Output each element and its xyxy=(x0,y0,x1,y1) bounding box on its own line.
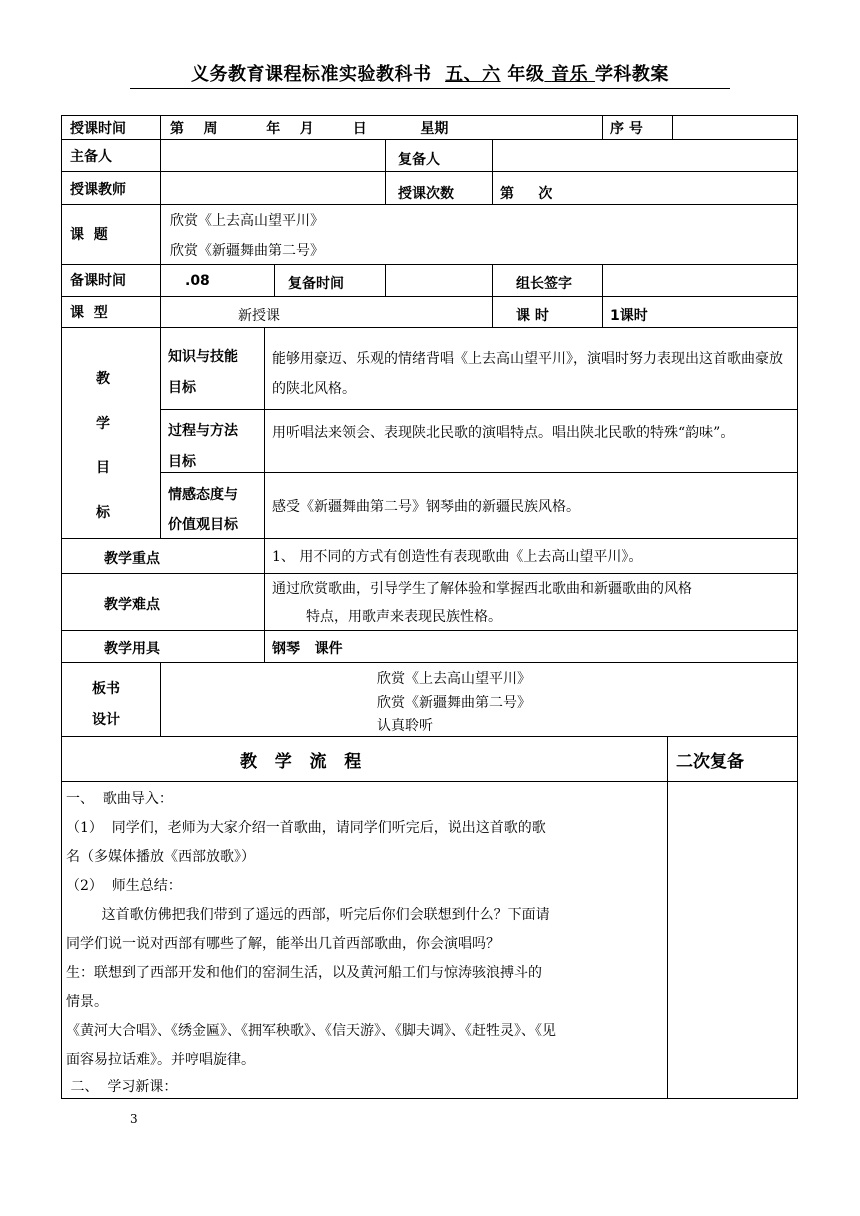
label-class-time: 授课时间 xyxy=(70,121,126,137)
lesson-type-value: 新授课 xyxy=(238,308,280,324)
content-line: 一、 歌曲导入： xyxy=(66,791,173,807)
board-line-3: 认真聆听 xyxy=(377,718,433,734)
label-re-preparer: 复备人 xyxy=(398,152,440,168)
header-grade: 五、六 xyxy=(445,64,501,85)
document-header xyxy=(130,62,730,89)
goal-knowledge-label-2: 目标 xyxy=(168,380,196,396)
label-review-time: 复备时间 xyxy=(288,276,344,292)
content-line: （2） 师生总结： xyxy=(66,878,182,894)
goals-label-char-1: 教 xyxy=(96,371,110,387)
label-topic: 课 题 xyxy=(70,227,108,243)
header-subject: 音乐 xyxy=(551,64,589,85)
goals-label-char-2: 学 xyxy=(96,416,110,432)
key-point-text: 1、 用不同的方式有创造性有表现歌曲《上去高山望平川》。 xyxy=(272,549,643,565)
header-title: 义务教育课程标准实验教科书 xyxy=(191,64,432,85)
label-key-point: 教学重点 xyxy=(104,551,160,567)
content-line: 面容易拉话难》。并哼唱旋律。 xyxy=(66,1052,255,1068)
page-number: 3 xyxy=(130,1112,138,1126)
content-line: 这首歌仿佛把我们带到了遥远的西部，听完后你们会联想到什么？下面请 xyxy=(66,907,550,923)
goal-attitude-label-2: 价值观目标 xyxy=(168,517,238,533)
label-board-1: 板书 xyxy=(92,681,120,697)
prep-time-value: .08 xyxy=(185,273,210,289)
label-main-preparer: 主备人 xyxy=(70,149,112,165)
class-time-value: 第 周 年 月 日 星期 xyxy=(170,121,449,137)
label-serial: 序 号 xyxy=(610,121,643,137)
content-line: 情景。 xyxy=(66,994,108,1010)
second-review-title: 二次复备 xyxy=(676,752,744,772)
header-grade-label: 年级 xyxy=(507,64,545,85)
content-line: 同学们说一说对西部有哪些了解，能举出几首西部歌曲，你会演唱吗？ xyxy=(66,936,500,952)
content-line: 二、 学习新课： xyxy=(66,1079,178,1095)
goal-knowledge-label: 知识与技能 xyxy=(168,349,238,365)
goals-label-char-3: 目 xyxy=(96,460,110,476)
label-teaching-tools: 教学用具 xyxy=(104,641,160,657)
board-line-1: 欣赏《上去高山望平川》 xyxy=(377,671,531,687)
goal-knowledge-text: 能够用豪迈、乐观的情绪背唱《上去高山望平川》，演唱时努力表现出这首歌曲豪放的陕北风格。 xyxy=(272,351,783,397)
goal-process-label: 过程与方法 xyxy=(168,423,238,439)
content-line: 生：联想到了西部开发和他们的窑洞生活，以及黄河船工们与惊涛骇浪搏斗的 xyxy=(66,965,542,981)
board-line-2: 欣赏《新疆舞曲第二号》 xyxy=(377,695,531,711)
label-prep-time: 备课时间 xyxy=(70,273,126,289)
label-leader-signature: 组长签字 xyxy=(516,276,572,292)
label-board-2: 设计 xyxy=(92,712,120,728)
goal-attitude-text: 感受《新疆舞曲第二号》钢琴曲的新疆民族风格。 xyxy=(272,499,580,515)
goal-attitude-label: 情感态度与 xyxy=(168,487,238,503)
label-teacher: 授课教师 xyxy=(70,182,126,198)
topic-line-2: 欣赏《新疆舞曲第二号》 xyxy=(170,243,324,259)
label-session-count: 授课次数 xyxy=(398,186,454,202)
goals-label-char-4: 标 xyxy=(96,505,110,521)
label-difficulty: 教学难点 xyxy=(104,597,160,613)
periods-value: 1课时 xyxy=(610,308,648,324)
label-periods: 课 时 xyxy=(516,308,549,324)
goal-process-label-2: 目标 xyxy=(168,454,196,470)
goal-process-text: 用听唱法来领会、表现陕北民歌的演唱特点。唱出陕北民歌的特殊“韵味”。 xyxy=(272,425,735,441)
flow-title: 教 学 流 程 xyxy=(240,752,362,772)
content-line: 《黄河大合唱》、《绣金匾》、《拥军秧歌》、《信天游》、《脚夫调》、《赶牲灵》、《见 xyxy=(66,1023,556,1039)
difficulty-line-2: 特点，用歌声来表现民族性格。 xyxy=(306,609,502,625)
header-suffix: 学科教案 xyxy=(594,64,669,85)
label-lesson-type: 课 型 xyxy=(70,305,108,321)
difficulty-line-1: 通过欣赏歌曲，引导学生了解体验和掌握西北歌曲和新疆歌曲的风格 xyxy=(272,581,692,597)
session-count-value: 第 次 xyxy=(500,186,553,202)
content-line: 名（多媒体播放《西部放歌》） xyxy=(66,849,255,865)
teaching-tools-text: 钢琴 课件 xyxy=(272,641,343,657)
content-line: （1） 同学们，老师为大家介绍一首歌曲，请同学们听完后，说出这首歌的歌 xyxy=(66,820,546,836)
topic-line-1: 欣赏《上去高山望平川》 xyxy=(170,213,324,229)
